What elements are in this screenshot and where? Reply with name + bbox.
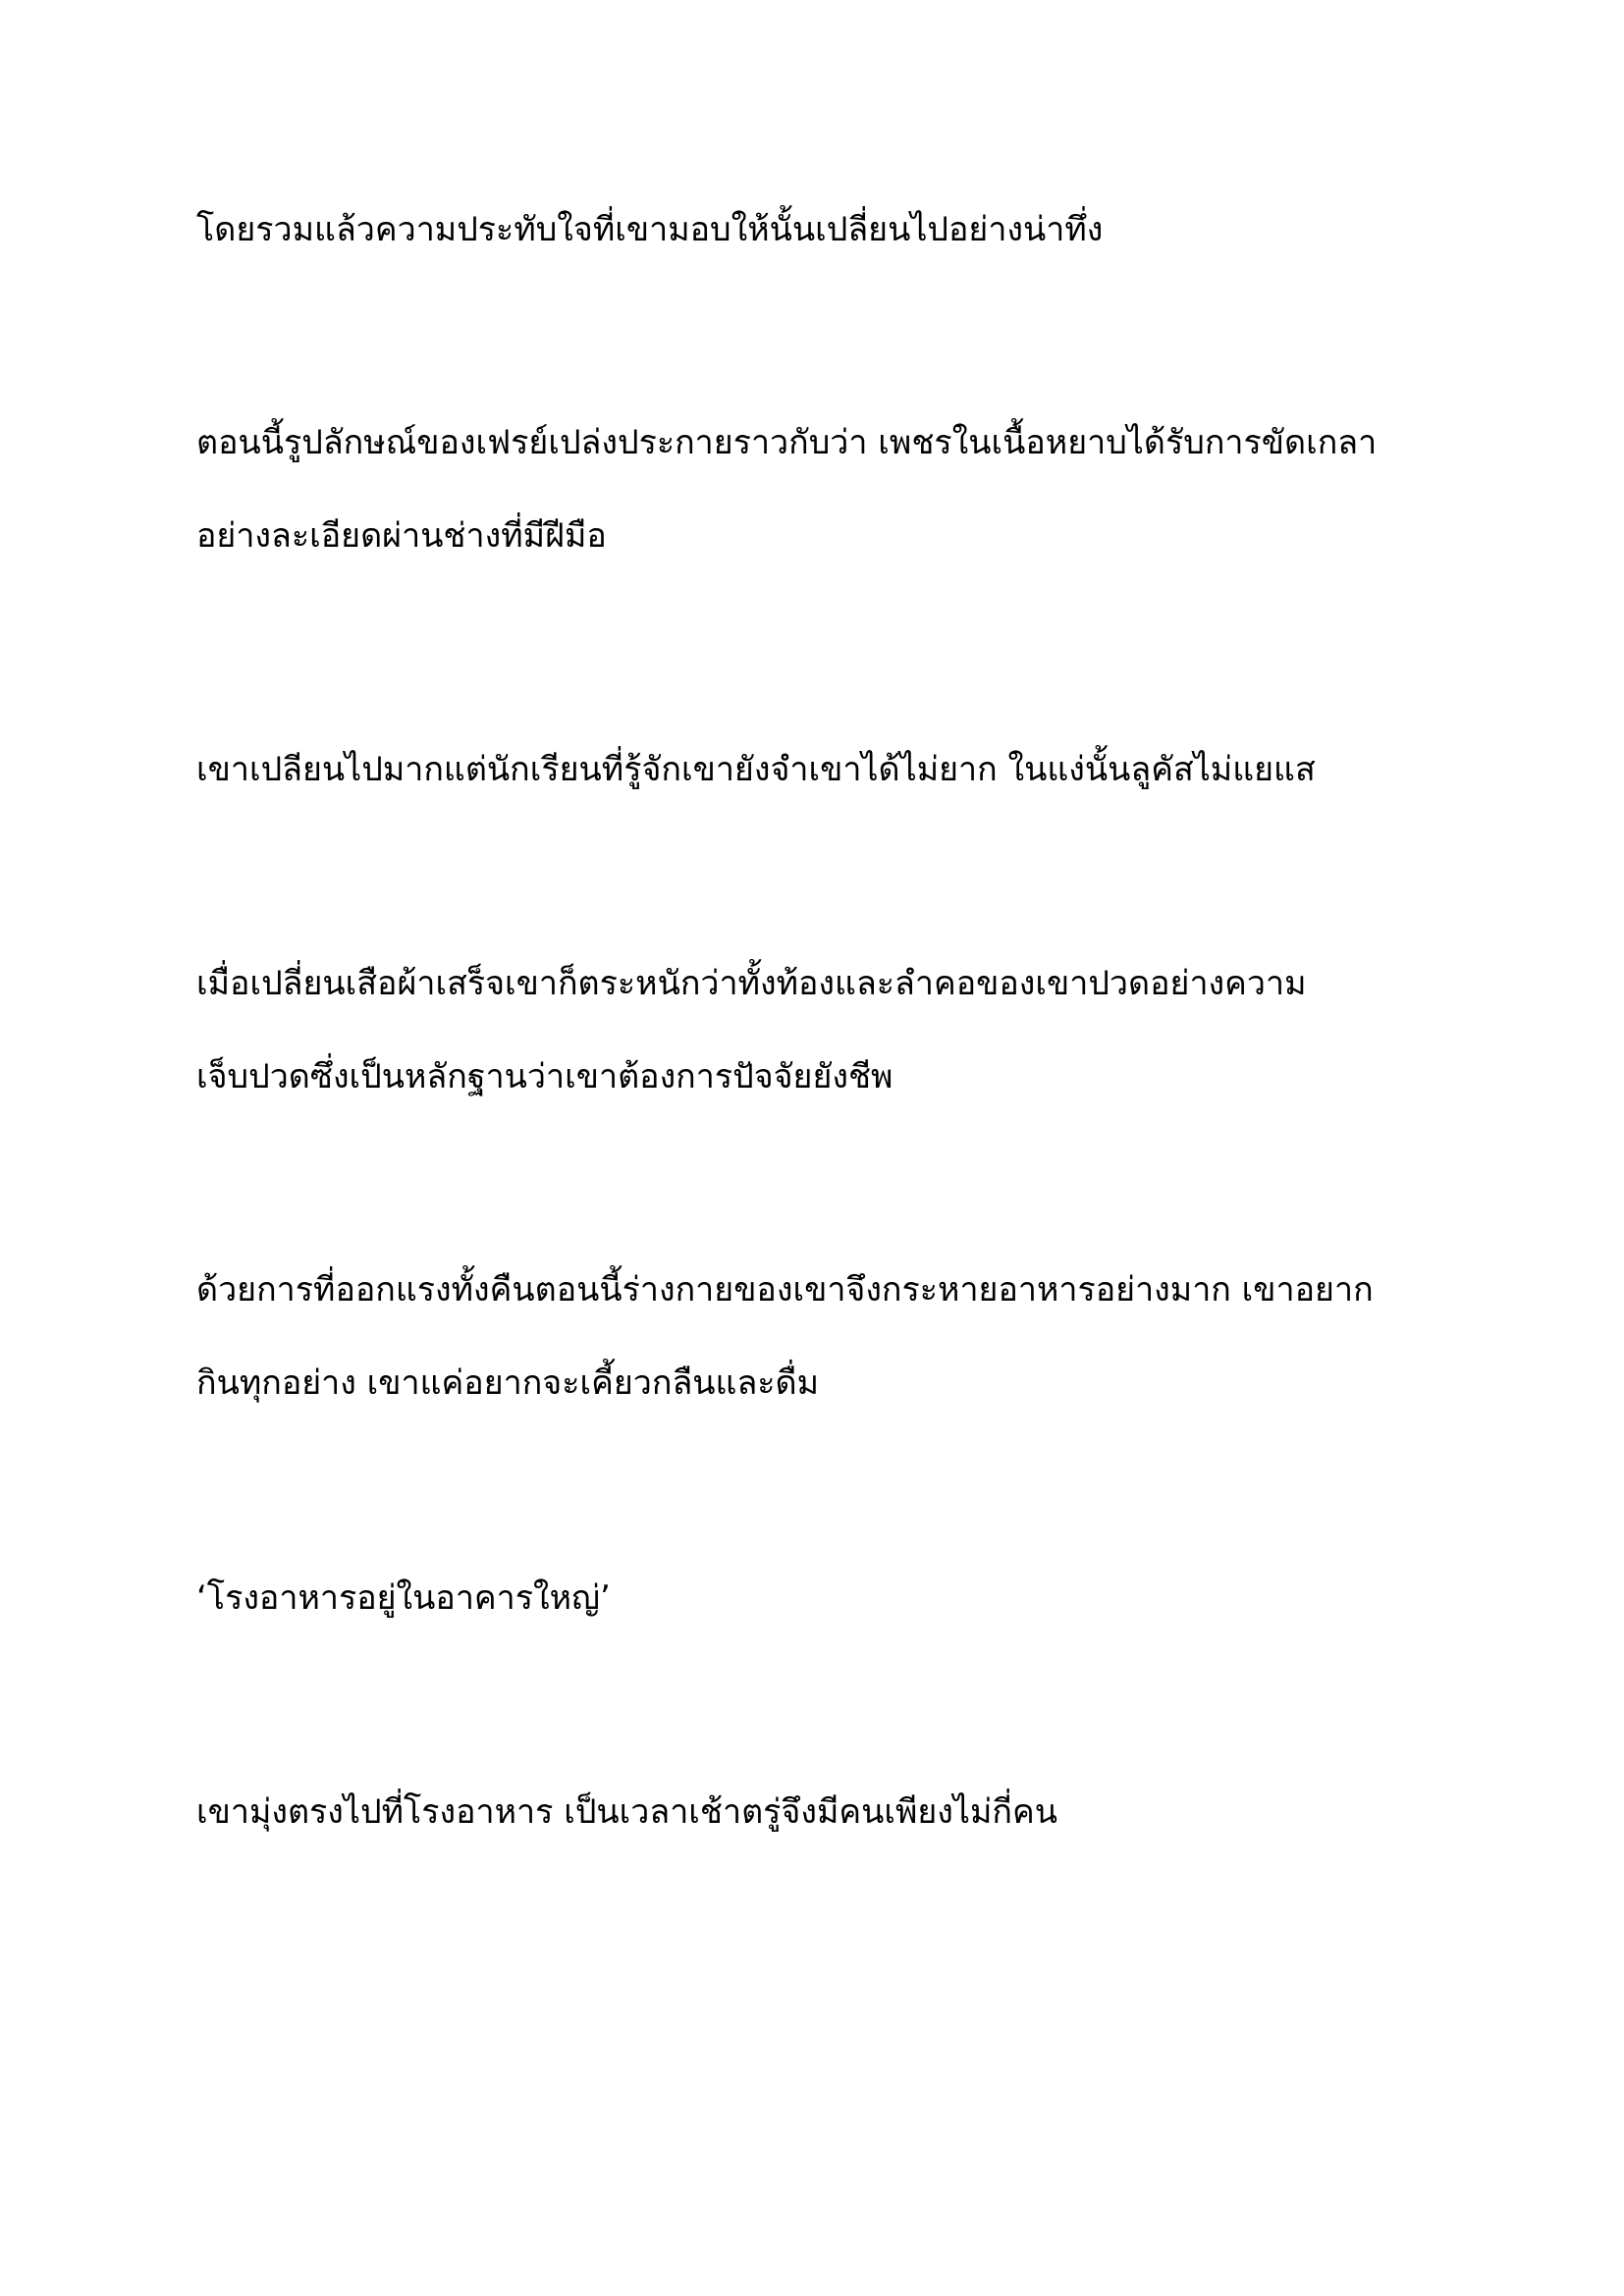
paragraph-5-line-2: กินทุกอย่าง เขาแค่อยากจะเคี้ยวกลืนและดื่ม (196, 1363, 820, 1403)
paragraph-4-line-2: เจ็บปวดซึ่งเป็นหลักฐานว่าเขาต้องการปัจจัยยังชีพ (196, 1057, 893, 1096)
paragraph-7-line-1: เขามุ่งตรงไปที่โรงอาหาร เป็นเวลาเช้าตรู่จึงมีคนเพียงไม่กี่คน (196, 1792, 1057, 1832)
paragraph-4-line-1: เมื่อเปลี่ยนเสือผ้าเสร็จเขาก็ตระหนักว่าทั้งท้องและลำคอของเขาปวดอย่างความ (196, 964, 1307, 1003)
paragraph-3-line-1: เขาเปลียนไปมากแต่นักเรียนที่รู้จักเขายังจำเขาได้ไม่ยาก ในแง่นั้นลูคัสไม่แยแส (196, 750, 1316, 789)
paragraph-2-line-1: ตอนนี้รูปลักษณ์ของเฟรย์เปล่งประกายราวกับว่า เพชรในเนื้อหยาบได้รับการขัดเกลา (196, 423, 1378, 462)
paragraph-1-line-1: โดยรวมแล้วความประทับใจที่เขามอบให้นั้นเปลี่ยนไปอย่างน่าทึ่ง (196, 210, 1104, 249)
paragraph-2-line-2: อย่างละเอียดผ่านช่างที่มีฝีมือ (196, 516, 607, 556)
paragraph-6-line-1: ‘โรงอาหารอยู่ในอาคารใหญ่’ (196, 1578, 611, 1618)
paragraph-5-line-1: ด้วยการที่ออกแรงทั้งคืนตอนนี้ร่างกายของเขาจึงกระหายอาหารอย่างมาก เขาอยาก (196, 1270, 1374, 1309)
